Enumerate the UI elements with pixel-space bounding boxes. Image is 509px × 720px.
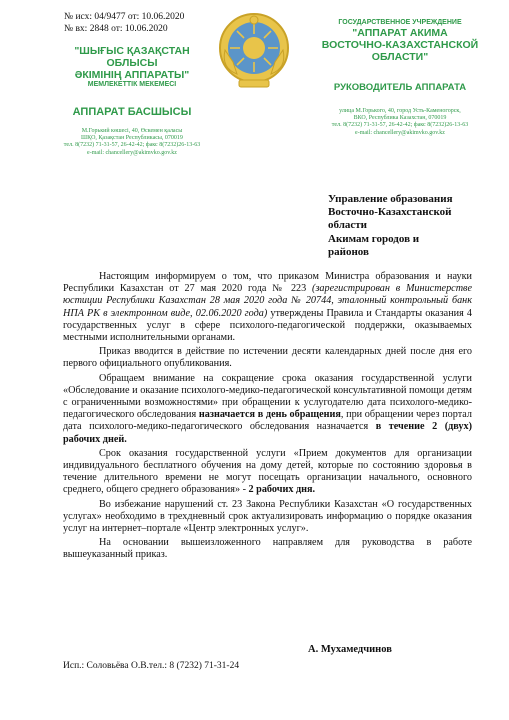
- kz-address-line: тел. 8(7232) 71-31-57, 26-42-42; факс 8(7232)26-13-63: [63, 142, 201, 149]
- ru-address: [300, 108, 500, 137]
- ru-address-line: ВКО, Республика Казахстан, 070019: [353, 115, 447, 122]
- recipient-line: Восточно-Казахстанской: [328, 206, 452, 219]
- ru-name-line: ОБЛАСТИ": [371, 51, 429, 63]
- kz-title-line: "ШЫҒЫС ҚАЗАҚСТАН: [74, 45, 190, 57]
- state-emblem-icon: [217, 10, 291, 92]
- emphasis: 2 рабочих дня.: [248, 484, 316, 496]
- ru-org-type: ГОСУДАРСТВЕННОЕ УЧРЕЖДЕНИЕ: [338, 19, 462, 26]
- paragraph-conclusion: На основании вышеизложенного направляем для руководства в работе вышеуказанный приказ.: [63, 537, 472, 561]
- paragraph-effective: Приказ вводится в действие по истечении десяти календарных дней после дня его первого официального опубликования.: [63, 346, 472, 370]
- executor-info: Исп.: Соловьёва О.В.тел.: 8 (7232) 71-31-24: [63, 661, 240, 671]
- paragraph-order: [63, 271, 472, 344]
- ru-department: РУКОВОДИТЕЛЬ АППАРАТА: [333, 82, 467, 93]
- kz-subtitle: МЕМЛЕКЕТТІК МЕКЕМЕСІ: [87, 81, 177, 88]
- kz-title-line: ОБЛЫСЫ: [106, 57, 158, 69]
- ru-name-line: "АППАРАТ АКИМА: [352, 27, 448, 39]
- paragraph-deadline-pmpk: [63, 373, 472, 446]
- registration-block: [64, 12, 184, 35]
- text-run: , при обращении через портал дата психолого-медико-педагогического обследования назначается: [63, 409, 472, 433]
- recipients-block: [328, 193, 498, 259]
- paragraph-law: Во избежание нарушений ст. 23 Закона Республики Казахстан «О государственных услугах» необходимо в трехдневный срок актуализировать информацию о порядке оказания услуг на интернет–портале «Центр электронных услуг».: [63, 498, 472, 535]
- kz-address-line: ШҚО, Қазақстан Республикасы, 070019: [81, 135, 183, 142]
- ru-name-line: ВОСТОЧНО-КАЗАХСТАНСКОЙ: [321, 39, 479, 51]
- incoming-number: № вх: 2848 от: 10.06.2020: [64, 23, 168, 34]
- ru-address-line: тел. 8(7232) 71-31-57, 26-42-42; факс 8(7232)26-13-63: [331, 122, 469, 129]
- emphasis: назначается в день обращения: [198, 409, 341, 421]
- text-run: Обращаем внимание на сокращение срока оказания государственной услуги «Обследование и оказание психолого-медико-педагогической консультативной помощи детям с ограниченными возможностями» при обращении к услугодателю дата психолого-медико-педагогического обследования: [63, 372, 472, 421]
- paragraph-deadline-homeschool: [63, 448, 472, 497]
- kz-organization-name: [52, 45, 212, 81]
- kz-email-line: e-mail: chancellery@akimvko.gov.kz: [87, 149, 177, 156]
- kz-title-line: ӘКІМІНІҢ АППАРАТЫ": [74, 69, 190, 81]
- text-run: утверждены Правила и Стандарты оказания 4 государственных услуг в сфере психолого-педагогической поддержки, оказываемых местными исполнительными органами.: [63, 307, 473, 344]
- recipient-line: районов: [328, 245, 369, 258]
- signature-name: А. Мухамедчинов: [308, 644, 392, 655]
- emphasis: в течение 2 (двух) рабочих дней.: [63, 421, 472, 445]
- text-run: Настоящим информируем о том, что приказом Министра образования и науки Республики Казахстан от 27 мая 2020 года № 223: [63, 271, 472, 295]
- kz-address-line: М.Горький көшесі, 40, Өскемен қаласы: [81, 128, 183, 134]
- recipient-line: области: [328, 219, 368, 232]
- recipient-line: Акимам городов и: [328, 232, 420, 245]
- ru-address-line: улица М.Горького, 40, город Усть-Каменогорск,: [339, 108, 461, 114]
- outgoing-number: № исх: 04/9477 от: 10.06.2020: [64, 12, 185, 22]
- recipient-line: Управление образования: [328, 193, 453, 205]
- text-run: Срок оказания государственной услуги «Прием документов для организации индивидуального бесплатного обучения на дому детей, которые по состоянию здоровья в течение длительного времени не могут посещать организации начального, основного среднего, общего среднего образования» -: [63, 447, 472, 496]
- letter-body: [63, 271, 472, 562]
- registration-note: (зарегистрирован в Министерстве юстиции Республики Казахстан 28 мая 2020 года № 20744, эталонный контрольный банк НПА РК в электронном виде, 02.06.2020 года): [63, 283, 472, 319]
- ru-organization-header: [300, 18, 500, 63]
- ru-email-line: e-mail: chancellery@akimvko.gov.kz: [355, 129, 445, 136]
- kz-address: [52, 128, 212, 157]
- kz-department: АППАРАТ БАСШЫСЫ: [72, 106, 192, 118]
